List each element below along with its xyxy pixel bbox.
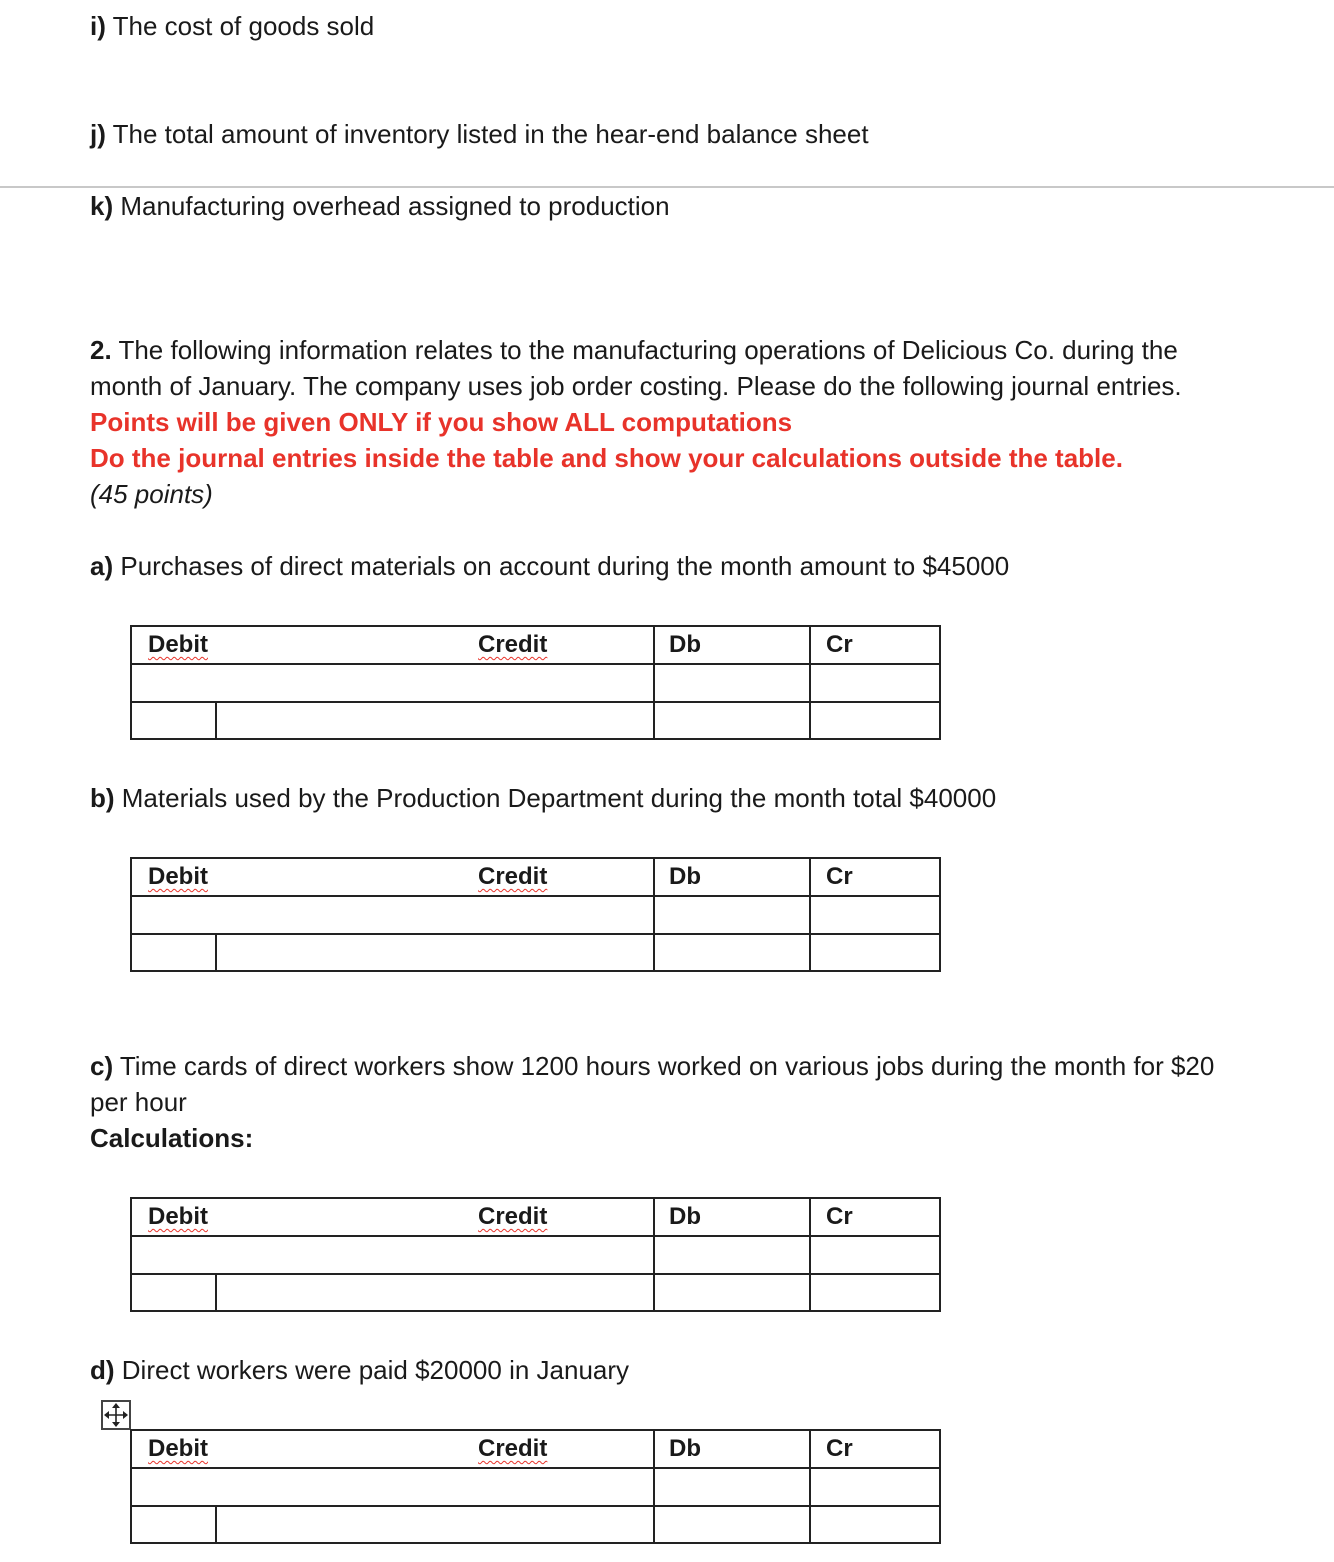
credit-account-cell[interactable] xyxy=(217,1507,653,1542)
cr-amount-cell[interactable] xyxy=(811,897,939,933)
db-amount-cell[interactable] xyxy=(655,935,809,970)
part-c xyxy=(90,1048,1320,1156)
problem-2-line1 xyxy=(90,332,1320,368)
indent-cell[interactable] xyxy=(132,1507,215,1542)
move-arrows-icon xyxy=(103,1402,129,1428)
part-d xyxy=(90,1352,629,1388)
journal-table-d xyxy=(130,1429,941,1544)
db-amount-cell[interactable] xyxy=(655,897,809,933)
cr-amount-cell[interactable] xyxy=(811,703,939,738)
db-amount-cell[interactable] xyxy=(655,703,809,738)
table-row-credit-entry xyxy=(132,1507,939,1542)
question-i-text: The cost of goods sold xyxy=(105,11,375,41)
problem-2-warning-computations: Points will be given ONLY if you show ALL computations xyxy=(90,407,793,437)
table-header-row xyxy=(132,1199,939,1237)
question-j-label: j) xyxy=(90,119,106,149)
part-c-line1 xyxy=(90,1048,1320,1084)
problem-2-intro-line1: The following information relates to the manufacturing operations of Delicious Co. during the xyxy=(111,335,1178,365)
problem-2-number: 2. xyxy=(90,335,112,365)
header-cr: Cr xyxy=(826,1435,853,1462)
question-k-label: k) xyxy=(90,191,114,221)
header-cr: Cr xyxy=(826,631,853,658)
header-credit: Credit xyxy=(478,1203,548,1230)
debit-account-cell[interactable] xyxy=(132,897,653,933)
part-c-calculations-label: Calculations: xyxy=(90,1123,254,1153)
table-row-credit-entry xyxy=(132,703,939,738)
header-debit: Debit xyxy=(148,631,208,658)
debit-account-cell[interactable] xyxy=(132,1237,653,1273)
table-row-debit-entry xyxy=(132,897,939,935)
header-debit: Debit xyxy=(148,863,208,890)
part-b-text: Materials used by the Production Department during the month total $40000 xyxy=(114,783,997,813)
question-j-text: The total amount of inventory listed in the hear-end balance sheet xyxy=(105,119,869,149)
db-amount-cell[interactable] xyxy=(655,1469,809,1505)
header-credit: Credit xyxy=(478,631,548,658)
part-d-label: d) xyxy=(90,1355,115,1385)
header-debit: Debit xyxy=(148,1203,208,1230)
journal-table-a xyxy=(130,625,941,740)
header-credit: Credit xyxy=(478,1435,548,1462)
question-k xyxy=(90,188,670,224)
table-move-handle[interactable] xyxy=(101,1400,131,1430)
header-db: Db xyxy=(669,631,701,658)
header-credit: Credit xyxy=(478,863,548,890)
header-db: Db xyxy=(669,863,701,890)
header-db: Db xyxy=(669,1435,701,1462)
part-c-text-line1: Time cards of direct workers show 1200 hours worked on various jobs during the month for $20 xyxy=(113,1051,1215,1081)
header-db: Db xyxy=(669,1203,701,1230)
table-header-row xyxy=(132,627,939,665)
db-amount-cell[interactable] xyxy=(655,1507,809,1542)
cr-amount-cell[interactable] xyxy=(811,1507,939,1542)
question-i-label: i) xyxy=(90,11,106,41)
indent-cell[interactable] xyxy=(132,935,215,970)
part-a-label: a) xyxy=(90,551,114,581)
db-amount-cell[interactable] xyxy=(655,1237,809,1273)
problem-2-intro xyxy=(90,332,1320,512)
debit-account-cell[interactable] xyxy=(132,665,653,701)
table-header-row xyxy=(132,859,939,897)
credit-account-cell[interactable] xyxy=(217,703,653,738)
part-c-label: c) xyxy=(90,1051,114,1081)
question-i xyxy=(90,8,374,44)
problem-2-warning-table: Do the journal entries inside the table and show your calculations outside the table. xyxy=(90,443,1123,473)
credit-account-cell[interactable] xyxy=(217,1275,653,1310)
table-row-debit-entry xyxy=(132,1237,939,1275)
question-j xyxy=(90,116,869,152)
cr-amount-cell[interactable] xyxy=(811,1237,939,1273)
part-c-text-line2: per hour xyxy=(90,1087,187,1117)
journal-table-c xyxy=(130,1197,941,1312)
db-amount-cell[interactable] xyxy=(655,1275,809,1310)
part-b xyxy=(90,780,996,816)
cr-amount-cell[interactable] xyxy=(811,1275,939,1310)
table-row-credit-entry xyxy=(132,935,939,970)
cr-amount-cell[interactable] xyxy=(811,665,939,701)
table-header-row xyxy=(132,1431,939,1469)
table-row-credit-entry xyxy=(132,1275,939,1310)
question-k-text: Manufacturing overhead assigned to production xyxy=(113,191,670,221)
journal-table-b xyxy=(130,857,941,972)
table-row-debit-entry xyxy=(132,1469,939,1507)
cr-amount-cell[interactable] xyxy=(811,935,939,970)
problem-2-intro-line2: month of January. The company uses job order costing. Please do the following journal entries. xyxy=(90,371,1182,401)
indent-cell[interactable] xyxy=(132,1275,215,1310)
table-row-debit-entry xyxy=(132,665,939,703)
indent-cell[interactable] xyxy=(132,703,215,738)
header-debit: Debit xyxy=(148,1435,208,1462)
part-d-text: Direct workers were paid $20000 in January xyxy=(114,1355,630,1385)
part-a xyxy=(90,548,1009,584)
cr-amount-cell[interactable] xyxy=(811,1469,939,1505)
credit-account-cell[interactable] xyxy=(217,935,653,970)
header-cr: Cr xyxy=(826,1203,853,1230)
db-amount-cell[interactable] xyxy=(655,665,809,701)
part-b-label: b) xyxy=(90,783,115,813)
part-a-text: Purchases of direct materials on account during the month amount to $45000 xyxy=(113,551,1010,581)
header-cr: Cr xyxy=(826,863,853,890)
debit-account-cell[interactable] xyxy=(132,1469,653,1505)
problem-2-points: (45 points) xyxy=(90,479,213,509)
